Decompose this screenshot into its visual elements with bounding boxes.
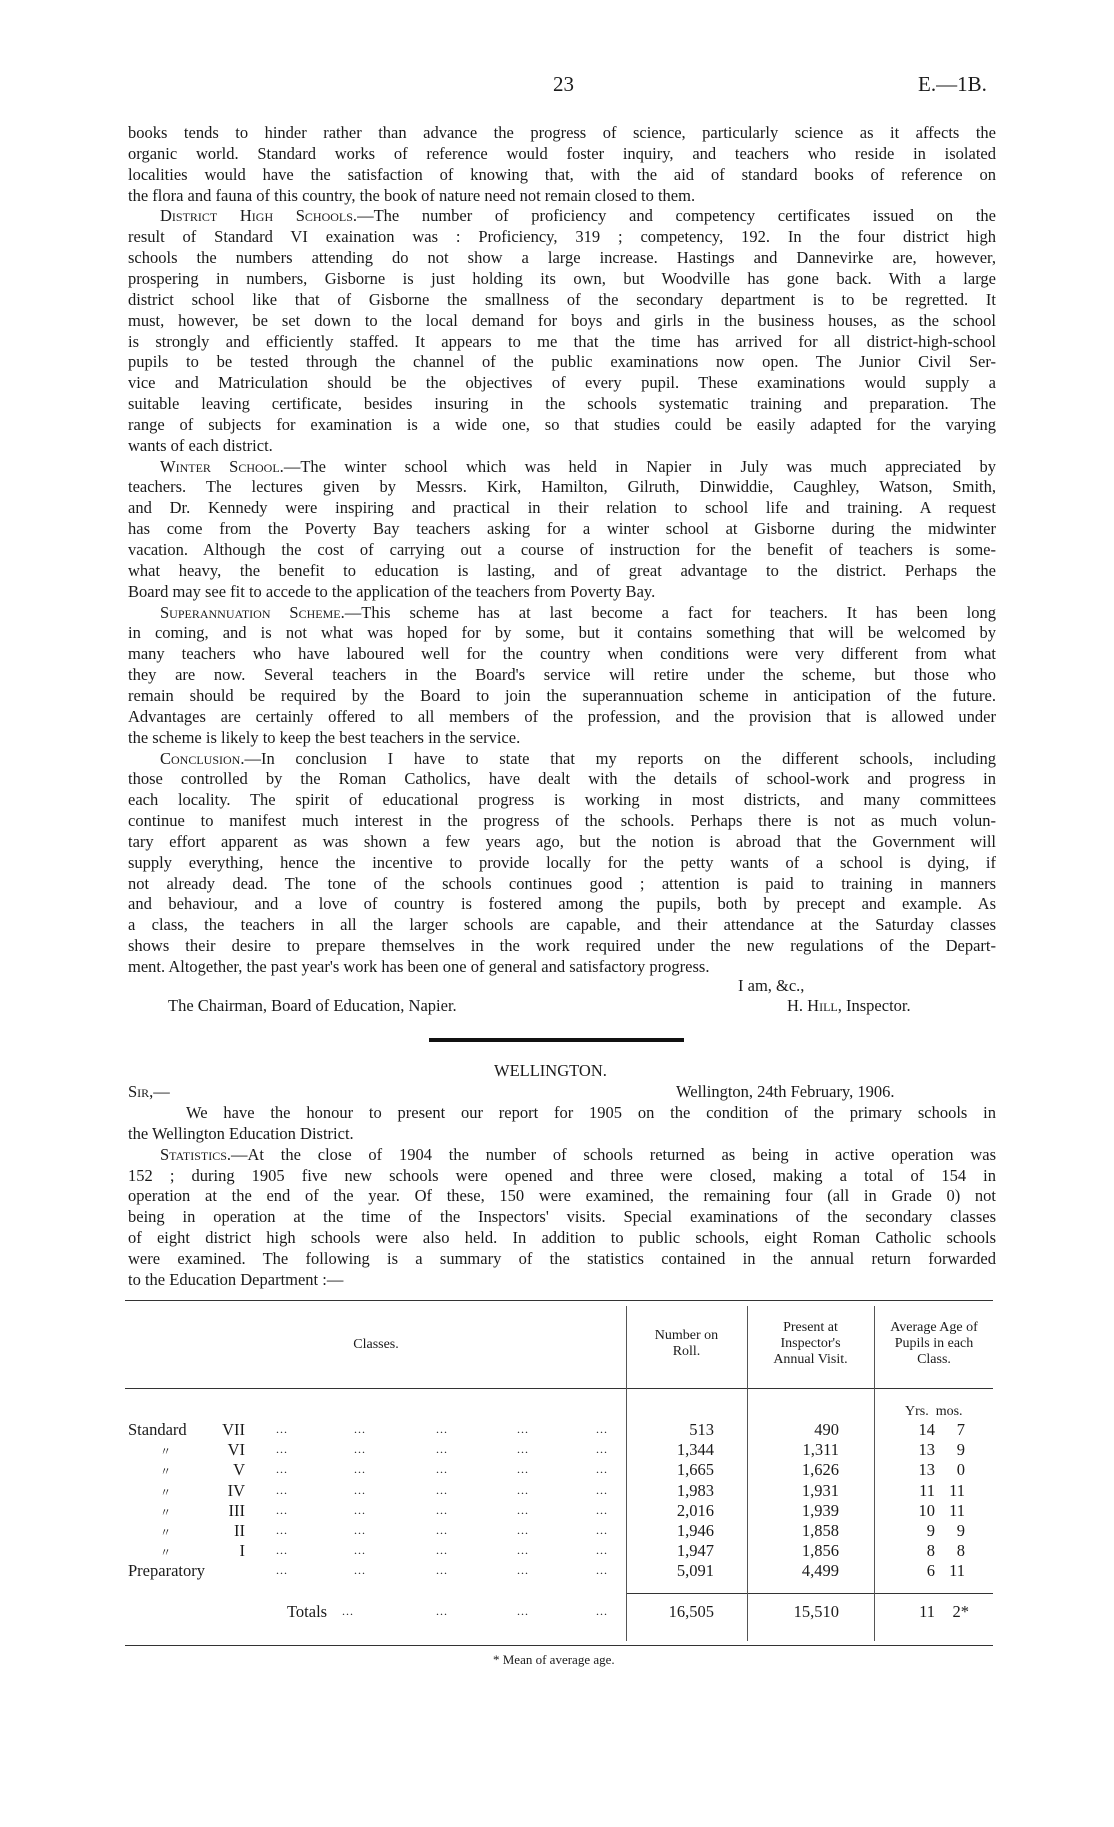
line-text: range of subjects for examination is a wide one, so that studies could be easily adapted for the varying	[128, 414, 996, 434]
text-line	[128, 268, 996, 289]
text-line	[128, 185, 996, 206]
line-text: books tends to hinder rather than advance the progress of science, particularly science as it affects the	[128, 123, 996, 142]
text-line	[128, 1227, 996, 1248]
line-text: —The number of proficiency and competency certificates issued on the	[357, 206, 996, 226]
leader-dots: ...	[436, 1543, 448, 1558]
text-line	[128, 414, 996, 435]
text-line	[128, 1248, 996, 1269]
text-line	[128, 810, 996, 831]
line-text: supply everything, hence the incentive to provide locally for the petty wants of a school is dying, if	[128, 852, 996, 872]
leader-dots: ...	[596, 1523, 608, 1537]
text-line	[128, 1123, 996, 1144]
text-line	[160, 456, 996, 477]
text-line	[128, 310, 996, 331]
class-prefix: Preparatory	[128, 1561, 205, 1581]
age-months: 11	[949, 1561, 965, 1581]
leader-dots: ...	[436, 1523, 448, 1537]
age-years: 9	[926, 1521, 935, 1540]
line-text: —At the close of 1904 the number of schools returned as being in active operation was	[231, 1144, 996, 1164]
text-line	[128, 1269, 996, 1290]
text-line	[128, 643, 996, 664]
series-code	[918, 72, 987, 97]
leader-dots: ...	[596, 1442, 608, 1457]
text-line	[128, 518, 996, 539]
line-text: prospering in numbers, Gisborne is just holding its own, but Woodville has gone back. With a large	[128, 268, 996, 288]
age-months: 11	[949, 1500, 965, 1520]
present-count: 1,311	[802, 1440, 839, 1460]
line-text: many teachers who have laboured well for the country when conditions were very different from what	[128, 644, 996, 664]
text-line	[160, 748, 996, 769]
text-line	[128, 1206, 996, 1227]
text-line	[128, 289, 996, 310]
leader-dots: ...	[517, 1462, 529, 1477]
ditto-mark: 〃	[160, 1466, 171, 1479]
ditto-mark: 〃	[160, 1547, 171, 1560]
header-average-age	[874, 1320, 994, 1368]
present-count: 1,931	[801, 1480, 839, 1500]
table-bottom-rule	[125, 1645, 993, 1646]
line-text: what heavy, the benefit to education is lasting, and of great advantage to the district. Perhaps the	[128, 560, 996, 580]
text-line	[128, 935, 996, 956]
line-text: and Dr. Kennedy were inspiring and practical in their relation to school life and training. A request	[128, 498, 996, 518]
line-text: result of Standard VI exaination was : Proficiency, 319 ; competency, 192. In the four district high	[128, 227, 996, 247]
leader-dots: ...	[354, 1523, 366, 1537]
text-line	[128, 122, 996, 143]
leader-dots: ...	[276, 1543, 288, 1558]
leader-dots: ...	[436, 1442, 448, 1457]
leader-dots: ...	[354, 1422, 366, 1436]
table-footnote: * Mean of average age.	[493, 1652, 615, 1667]
line-text: —The winter school which was held in Napier in July was much appreciated by	[283, 456, 996, 476]
line-text: tary effort apparent as was shown a few years ago, but the notion is abroad that the Government will	[128, 831, 996, 851]
totals-rule	[626, 1593, 993, 1594]
text-line	[128, 164, 996, 185]
leader-dots: ...	[596, 1502, 608, 1517]
text-line	[160, 1144, 996, 1165]
signature-title: Inspector.	[846, 996, 911, 1015]
age-months: 11	[949, 1480, 965, 1500]
totals-months: 2*	[952, 1602, 969, 1621]
text-line	[128, 768, 996, 789]
leader-dots: ...	[517, 1604, 529, 1618]
leader-dots: ...	[354, 1482, 366, 1497]
leader-dots: ...	[517, 1502, 529, 1517]
line-text: has come from the Poverty Bay teachers asking for a winter school at Gisborne during the midwinter	[128, 519, 996, 539]
leader-dots: ...	[276, 1422, 288, 1436]
leader-dots: ...	[517, 1543, 529, 1558]
line-text: organic world. Standard works of reference would foster inquiry, and teachers who reside in isolated	[128, 143, 996, 163]
paragraph-heading: District High Schools.	[160, 206, 358, 226]
leader-dots: ...	[276, 1462, 288, 1477]
header-line: Class.	[917, 1352, 951, 1367]
line-text: teachers. The lectures given by Messrs. Kirk, Hamilton, Gilruth, Dinwiddie, Caughley, Watson, Smith,	[128, 477, 996, 497]
line-text: ment. Altogether, the past year's work has been one of general and satisfactory progress.	[128, 957, 710, 976]
leader-dots: ...	[596, 1422, 608, 1436]
signature	[787, 996, 911, 1016]
header-line: Pupils in each	[894, 1336, 974, 1351]
header-line: Average Age of	[890, 1320, 978, 1335]
line-text: being in operation at the time of the Inspectors' visits. Special examinations of the secondary classes	[128, 1207, 996, 1227]
text-line	[128, 393, 996, 414]
ditto-mark: 〃	[160, 1486, 171, 1499]
header-line: Roll.	[672, 1344, 701, 1359]
text-line	[128, 664, 996, 685]
leader-dots: ...	[436, 1502, 448, 1517]
leader-dots: ...	[436, 1482, 448, 1497]
leader-dots: ...	[596, 1543, 608, 1558]
header-classes: Classes.	[353, 1337, 399, 1352]
text-line	[128, 581, 996, 602]
line-text: pupils to be tested through the channel of the public examinations now open. The Junior Civil Ser-	[128, 352, 996, 372]
line-text: were examined. The following is a summary of the statistics contained in the annual return forwarded	[128, 1248, 996, 1268]
line-text: schools the numbers attending do not show a large increase. Hastings and Dannevirke are, however,	[128, 248, 996, 268]
class-numeral: VI	[227, 1440, 245, 1460]
totals-roll: 16,505	[668, 1602, 714, 1621]
paragraph-heading: Superannuation Scheme.	[160, 602, 345, 622]
roll-count: 1,946	[676, 1521, 714, 1540]
line-text: wants of each district.	[128, 435, 273, 455]
text-line	[128, 476, 996, 497]
class-numeral: III	[228, 1500, 245, 1520]
header-line: Annual Visit.	[773, 1352, 848, 1367]
line-text: suitable leaving certificate, besides insuring in the schools systematic training and preparation. The	[128, 394, 996, 414]
header-number-on-roll	[626, 1328, 747, 1360]
line-text: must, however, be set down to the local demand for boys and girls in the business houses, as the school	[128, 310, 996, 330]
header-present	[747, 1320, 874, 1368]
leader-dots: ...	[436, 1462, 448, 1477]
text-line	[160, 602, 996, 623]
series-prefix: E.—1	[918, 72, 968, 96]
text-line	[128, 226, 996, 247]
roll-count: 1,983	[676, 1480, 714, 1500]
text-line	[128, 331, 996, 352]
table-top-rule	[125, 1300, 993, 1301]
class-numeral: I	[239, 1541, 245, 1561]
leader-dots: ...	[276, 1502, 288, 1517]
line-text: each locality. The spirit of educational progress is working in most districts, and many committees	[128, 790, 996, 810]
line-text: continue to manifest much interest in the progress of the schools. Perhaps there is not as much volun-	[128, 811, 996, 831]
line-text: localities would have the satisfaction of knowing that, with the aid of standard books of reference on	[128, 164, 996, 184]
text-line	[128, 914, 996, 935]
text-line	[128, 1165, 996, 1186]
header-line: Number on	[654, 1328, 719, 1343]
leader-dots: ...	[517, 1523, 529, 1537]
age-years: 13	[918, 1440, 935, 1460]
age-years: 13	[918, 1460, 935, 1480]
line-text: the Wellington Education District.	[128, 1123, 354, 1143]
text-line	[128, 727, 996, 748]
line-text: We have the honour to present our report for 1905 on the condition of the primary schools in	[186, 1103, 996, 1122]
leader-dots: ...	[354, 1502, 366, 1517]
line-text: is strongly and efficiently staffed. It appears to me that the time has arrived for all district-high-school	[128, 331, 996, 351]
leader-dots: ...	[354, 1462, 366, 1477]
present-count: 1,939	[801, 1500, 839, 1520]
class-prefix: Standard	[128, 1420, 187, 1439]
totals-label: Totals	[287, 1602, 328, 1621]
line-text: of eight district high schools were also held. In addition to public schools, eight Roman Catholic schools	[128, 1228, 996, 1248]
line-text: —In conclusion I have to state that my reports on the different schools, including	[244, 748, 996, 768]
text-line	[160, 205, 996, 226]
paragraph-heading: Statistics.	[160, 1144, 232, 1164]
text-line	[128, 143, 996, 164]
text-line	[128, 789, 996, 810]
age-months: 0	[956, 1460, 965, 1480]
age-years: 6	[926, 1561, 935, 1581]
page-number: 23	[553, 72, 574, 96]
text-line	[128, 956, 996, 977]
leader-dots: ...	[517, 1422, 529, 1436]
section-title: WELLINGTON.	[494, 1061, 607, 1080]
line-text: the flora and fauna of this country, the book of nature need not remain closed to them.	[128, 185, 696, 205]
leader-dots: ...	[517, 1442, 529, 1457]
roll-count: 1,344	[676, 1440, 714, 1460]
leader-dots: ...	[596, 1563, 608, 1578]
signature-name: H. Hill,	[787, 996, 842, 1015]
line-text: district school like that of Gisborne the smallness of the secondary department is to be regretted. It	[128, 289, 996, 309]
age-units: Yrs. mos.	[905, 1404, 963, 1419]
text-line	[128, 372, 996, 393]
addressee: The Chairman, Board of Education, Napier.	[168, 996, 457, 1015]
class-numeral: VII	[222, 1420, 245, 1439]
text-line	[128, 435, 996, 456]
line-text: vice and Matriculation should be the objectives of every pupil. These examinations would supply a	[128, 373, 996, 393]
line-text: to the Education Department :—	[128, 1269, 344, 1289]
roll-count: 2,016	[676, 1500, 714, 1520]
table-header-rule	[125, 1388, 993, 1389]
text-line	[128, 497, 996, 518]
section-divider	[429, 1038, 684, 1042]
text-line	[128, 873, 996, 894]
age-months: 7	[956, 1420, 965, 1439]
roll-count: 1,947	[676, 1541, 714, 1561]
leader-dots: ...	[276, 1523, 288, 1537]
text-line	[128, 1185, 996, 1206]
line-text: —This scheme has at last become a fact for teachers. It has been long	[344, 602, 997, 622]
leader-dots: ...	[436, 1422, 448, 1436]
ditto-mark: 〃	[160, 1446, 171, 1459]
present-count: 1,856	[801, 1541, 839, 1561]
series-suffix: B.	[967, 72, 987, 96]
line-text: they are now. Several teachers in the Board's service will retire under the scheme, but those who	[128, 665, 996, 685]
header-line: Present at	[783, 1320, 838, 1335]
text-line	[128, 539, 996, 560]
line-text: in coming, and is not what was hoped for by some, but it contains something that will be welcomed by	[128, 623, 996, 643]
leader-dots: ...	[354, 1442, 366, 1457]
line-text: not already dead. The tone of the schools continues good ; attention is paid to training in manners	[128, 873, 996, 893]
ditto-mark: 〃	[160, 1506, 171, 1519]
age-years: 14	[918, 1420, 935, 1439]
age-months: 8	[956, 1541, 965, 1561]
leader-dots: ...	[276, 1442, 288, 1457]
line-text: vacation. Although the cost of carrying out a course of instruction for the benefit of teachers is some-	[128, 540, 996, 559]
closing: I am, &c.,	[738, 976, 805, 995]
line-text: and behaviour, and a love of country is fostered among the pupils, both by precept and example. As	[128, 894, 996, 914]
text-line	[128, 560, 996, 581]
leader-dots: ...	[596, 1482, 608, 1497]
leader-dots: ...	[354, 1563, 366, 1578]
line-text: those controlled by the Roman Catholics, have dealt with the details of school-work and progress in	[128, 769, 996, 789]
ditto-mark: 〃	[160, 1527, 171, 1539]
totals-present: 15,510	[793, 1602, 839, 1621]
leader-dots: ...	[596, 1604, 608, 1618]
class-numeral: IV	[227, 1480, 245, 1500]
leader-dots: ...	[354, 1543, 366, 1558]
leader-dots: ...	[517, 1482, 529, 1497]
leader-dots: ...	[276, 1482, 288, 1497]
text-line	[128, 852, 996, 873]
text-line	[128, 622, 996, 643]
class-numeral: V	[233, 1460, 245, 1480]
line-text: 152 ; during 1905 five new schools were opened and three were closed, making a total of 154 in	[128, 1165, 996, 1185]
line-text: Advantages are certainly offered to all members of the profession, and the provision that is allowed under	[128, 706, 996, 726]
text-line	[128, 247, 996, 268]
leader-dots: ...	[342, 1604, 354, 1618]
class-numeral: II	[234, 1521, 245, 1540]
leader-dots: ...	[517, 1563, 529, 1578]
present-count: 1,626	[801, 1460, 839, 1480]
present-count: 1,858	[801, 1521, 839, 1540]
salutation: Sir,—	[128, 1082, 170, 1101]
age-years: 10	[918, 1500, 935, 1520]
text-line	[128, 893, 996, 914]
paragraph-heading: Conclusion.	[160, 748, 245, 768]
text-line	[128, 351, 996, 372]
present-count: 4,499	[801, 1561, 839, 1581]
header-line: Inspector's	[780, 1336, 841, 1351]
leader-dots: ...	[436, 1604, 448, 1618]
age-months: 9	[956, 1440, 965, 1460]
age-years: 8	[926, 1541, 935, 1561]
text-line	[128, 685, 996, 706]
text-line	[128, 831, 996, 852]
roll-count: 513	[689, 1420, 714, 1439]
text-line	[128, 706, 996, 727]
line-text: a class, the teachers in all the larger schools are capable, and their attendance at the Saturday classes	[128, 915, 996, 935]
line-text: operation at the end of the year. Of these, 150 were examined, the remaining four (all in Grade 0) not	[128, 1186, 996, 1206]
place-date: Wellington, 24th February, 1906.	[676, 1082, 895, 1101]
line-text: the scheme is likely to keep the best teachers in the service.	[128, 727, 521, 747]
paragraph-heading: Winter School.	[160, 456, 284, 476]
line-text: remain should be required by the Board to join the superannuation scheme in anticipation of the future.	[128, 685, 996, 705]
leader-dots: ...	[436, 1563, 448, 1578]
totals-years: 11	[919, 1602, 935, 1621]
line-text: Board may see fit to accede to the application of the teachers from Poverty Bay.	[128, 581, 656, 601]
age-years: 11	[919, 1480, 935, 1500]
roll-count: 1,665	[676, 1460, 714, 1480]
line-text: shows their desire to prepare themselves in the work required under the new regulations of the Depart-	[128, 936, 996, 956]
text-line	[186, 1102, 996, 1123]
present-count: 490	[814, 1420, 839, 1439]
age-months: 9	[956, 1521, 965, 1540]
leader-dots: ...	[276, 1563, 288, 1578]
roll-count: 5,091	[676, 1561, 714, 1581]
leader-dots: ...	[596, 1462, 608, 1477]
